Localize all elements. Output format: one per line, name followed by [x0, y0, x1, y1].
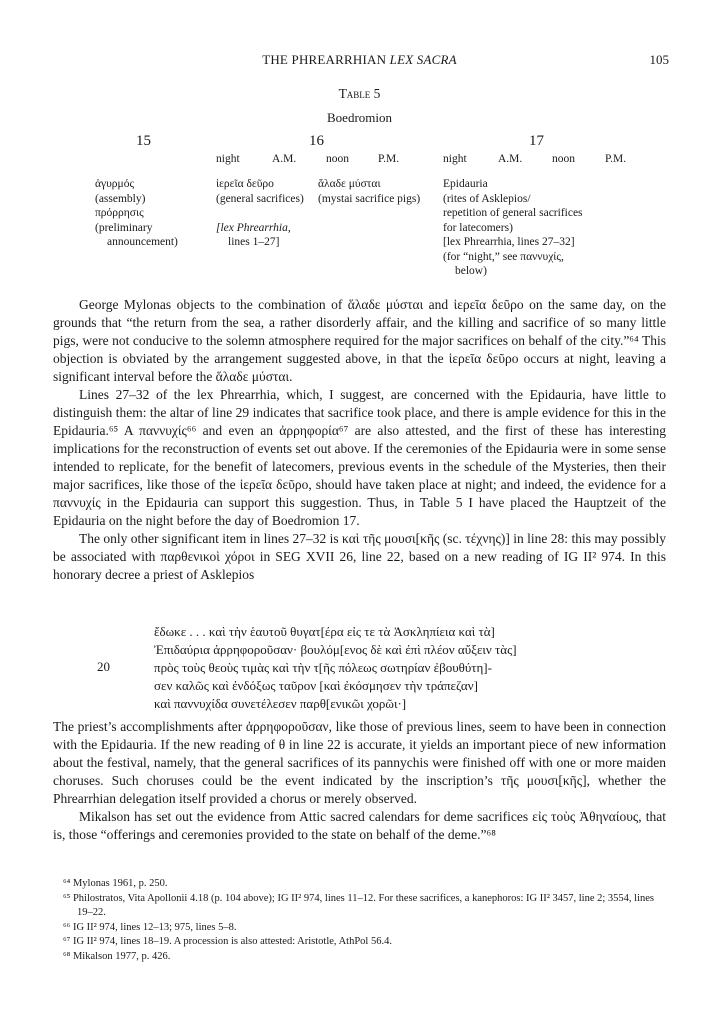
- footnote: ⁶⁷ IG II² 974, lines 18–19. A procession is also attested: Aristotle, AthPol 56.4.: [63, 936, 392, 947]
- paragraph: The only other significant item in lines 27–32 is καὶ τῆς μουσι[κῆς (sc. τέχνης)] in line 28: this may possibly be associated with παρθενικοὶ χόροι in SEG XVII 26, line 22, based on a new reading of IG II² 974. In this honorary decree a priest of Asklepios: [53, 531, 666, 582]
- day-15-header: 15: [136, 133, 151, 149]
- table-cell-day16-noon: [318, 177, 420, 206]
- time-label-17-noon: noon: [552, 153, 575, 165]
- inscription-line: Ἐπιδαύρια ἀρρηφοροῦσαν· βουλόμ[ενος δὲ καὶ ἐπὶ πλέον αὔξειν τὰς]: [154, 642, 517, 657]
- cell-line: below): [455, 265, 487, 277]
- inscription-line: σεν καλῶς καὶ ἐνδόξως ταῦρον [καὶ ἐκόσμησεν τὴν τράπεζαν]: [154, 678, 478, 693]
- cell-line: lines 1–27]: [228, 236, 280, 248]
- cell-line: Epidauria: [443, 178, 488, 190]
- footnotes: [53, 877, 666, 964]
- time-label-17-night: night: [443, 153, 467, 165]
- time-label-16-noon: noon: [326, 153, 349, 165]
- day-17-header: 17: [529, 133, 544, 149]
- cell-line: [lex Phrearrhia, lines 27–32]: [443, 236, 575, 248]
- time-label-16-pm: P.M.: [378, 153, 400, 165]
- cell-line: repetition of general sacrifices: [443, 207, 583, 219]
- paragraph: Mikalson has set out the evidence from Attic sacred calendars for deme sacrifices εἰς τοὺς Ἀθηναίους, that is, those “offerings and ceremonies provided to the state on behalf of the deme.”⁶⁸: [53, 809, 666, 842]
- body-text-upper: [53, 296, 666, 584]
- cell-line: (general sacrifices): [216, 192, 304, 205]
- table-cell-day17: [443, 177, 583, 279]
- cell-line: (rites of Asklepios/: [443, 192, 531, 205]
- footnote: ⁶⁶ IG II² 974, lines 12–13; 975, lines 5–8.: [63, 921, 237, 933]
- cell-line: ἀγυρμός: [95, 178, 135, 190]
- cell-line: (mystai sacrifice pigs): [318, 192, 421, 205]
- paragraph: George Mylonas objects to the combination of ἅλαδε μύσται and ἱερεῖα δεῦρο on the same day, on the grounds that “the return from the sea, a rather disorderly affair, and the killing and sacrifice of so many little pigs, were not conducive to the solemn atmosphere required for the major sacrifices on behalf of the city.”⁶⁴ This objection is obviated by the arrangement suggested above, in that the ἱερεῖα δεῦρο occurs at night, leaving a significant interval before the ἅλαδε μύσται.: [53, 297, 666, 384]
- time-label-16-night: night: [216, 153, 240, 165]
- cell-line: πρόρρησις: [95, 207, 144, 219]
- paragraph: The priest’s accomplishments after ἀρρηφοροῦσαν, like those of previous lines, seem to have been in connection with the Epidauria. If the new reading of θ in line 22 is accurate, it yields an important piece of new information about the festival, namely, that the general sacrifices of its pannychis were finished off with one or more maiden choruses. Such choruses could be the event indicated by the inscription’s τῆς μουσι[κῆς], whether the Phrearrhian delegation itself provided a chorus or merely observed.: [53, 719, 666, 806]
- table-month: Boedromion: [327, 110, 392, 125]
- time-label-16-am: A.M.: [272, 153, 297, 165]
- day-16-header: 16: [309, 133, 324, 149]
- paragraph: Lines 27–32 of the lex Phrearrhia, which, I suggest, are concerned with the Epidauria, have little to distinguish them: the altar of line 29 indicates that sacrifice took place, and there is ample evidence for this in the Epidauria.⁶⁵ A παννυχίς⁶⁶ and even an ἀρρηφορία⁶⁷ are also attested, and the first of these has interesting implications for the reconstruction of events set out above. If the ceremonies of the Epidauria were in some sense intended to replicate, for the benefit of latecomers, previous events in the schedule of the Mysteries, then their major sacrifices, like those of the ἱερεῖα δεῦρο, should have taken place at night; and indeed, the evidence for a παννυχίς in the Epidauria can support this suggestion. Thus, in Table 5 I have placed the Hauptzeit of the Epidauria on the night before the day of Boedromion 17.: [53, 387, 666, 528]
- inscription-line-number: 20: [97, 659, 110, 674]
- time-label-17-am: A.M.: [498, 153, 523, 165]
- cell-line: ἅλαδε μύσται: [318, 178, 381, 190]
- cell-line: (preliminary: [95, 221, 153, 234]
- cell-line: [216, 206, 304, 221]
- footnote: ⁶⁴ Mylonas 1961, p. 250.: [63, 878, 168, 889]
- page-number: 105: [649, 52, 669, 67]
- cell-line: (for “night,” see παννυχίς,: [443, 250, 564, 263]
- body-text-lower: [53, 718, 666, 844]
- cell-line: [lex Phrearrhia,: [216, 221, 291, 234]
- inscription-line: καὶ παννυχίδα συνετέλεσεν παρθ[ενικῶι χορῶι·]: [154, 696, 407, 711]
- cell-line: announcement): [107, 236, 178, 248]
- inscription-line: ἔδωκε . . . καὶ τὴν ἑαυτοῦ θυγατ[έρα εἰς τε τὰ Ἀσκληπίεια καὶ τὰ]: [154, 624, 495, 639]
- table-title: Table 5: [338, 86, 381, 101]
- running-title: THE PHREARRHIAN LEX SACRA: [262, 52, 457, 67]
- running-header: [0, 52, 719, 70]
- footnote: ⁶⁸ Mikalson 1977, p. 426.: [63, 950, 171, 962]
- cell-line: for latecomers): [443, 221, 513, 234]
- cell-line: (assembly): [95, 192, 146, 205]
- time-label-17-pm: P.M.: [605, 153, 627, 165]
- table-cell-day16-night: [216, 177, 304, 250]
- footnote: ⁶⁵ Philostratos, Vita Apollonii 4.18 (p. 104 above); IG II² 974, lines 11–12. For these sacrifices, a kanephoros: IG II² 3457, line 2; 3554, lines 19–22.: [63, 892, 654, 918]
- inscription-line: πρὸς τοὺς θεοὺς τιμὰς καὶ τὴν τ[ῆς πόλεως σωτηρίαν ἐβουθύτη]-: [154, 660, 492, 675]
- inscription-quote: [154, 623, 517, 713]
- cell-line: ἱερεῖα δεῦρο: [216, 178, 274, 190]
- table-cell-day15: [95, 177, 178, 250]
